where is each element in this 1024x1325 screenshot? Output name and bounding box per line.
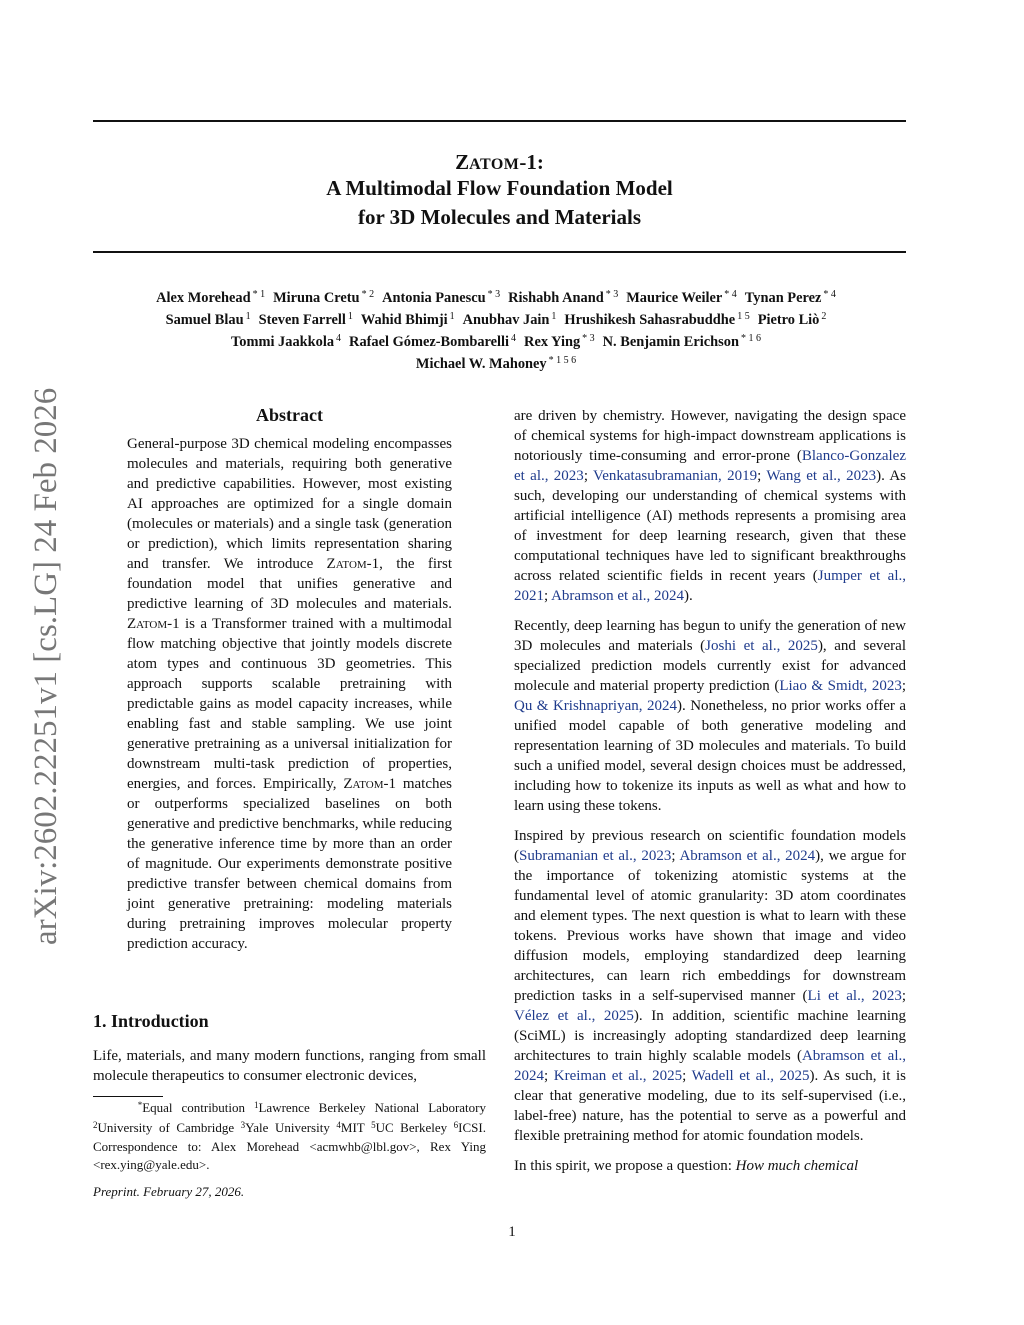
- abstract-heading: Abstract: [256, 405, 323, 425]
- citation-link[interactable]: Jumper et al., 2021: [514, 568, 906, 604]
- author-affiliation: * 3: [487, 289, 501, 300]
- author-affiliation: * 1 6: [740, 333, 761, 344]
- footnote-text: MIT: [340, 1119, 372, 1135]
- citation-link[interactable]: Li et al., 2023: [807, 988, 902, 1004]
- author-affiliation: 1: [449, 311, 455, 322]
- citation-link[interactable]: Abramson et al., 2024: [551, 588, 684, 604]
- right-column: [514, 406, 906, 1186]
- body-text: are driven by chemistry. However, navigating the design space of chemical systems for high-impact downstream applications is notoriously time-consuming and error-prone (: [514, 408, 906, 464]
- author-name: Rafael Gómez-Bombarelli: [349, 334, 510, 350]
- author-affiliation: * 1: [252, 289, 266, 300]
- citation-link[interactable]: Vélez et al., 2025: [514, 1008, 634, 1024]
- author-name: Anubhav Jain: [462, 312, 550, 328]
- abstract-part: matches or outperforms specialized baselines on both generative and predictive benchmarks, while reducing the generative inference time by more than an order of magnitude. Our experiments demonstrate positive predictive transfer between chemical domains from joint generative pretraining: modeling materials during pretraining improves molecular property prediction accuracy.: [127, 776, 452, 952]
- citation-link[interactable]: Subramanian et al., 2023: [519, 848, 672, 864]
- footnote-text: UC Berkeley: [375, 1119, 454, 1135]
- body-paragraph: [514, 1156, 906, 1176]
- model-name: Zatom-1: [326, 556, 380, 572]
- body-paragraph: are driven by chemistry. However, navigating the design space of chemical systems for high-impact downstream applications is notoriously time-consuming and error-prone (Blanco-Gonzalez et al., 2023; Venkatasubramanian, 2019; Wang et al., 2023). As such, developing our understanding of chemical systems with artificial intelligence (AI) methods represents a promising area of investment for deep learning research, given that these computational techniques have led to significant breakthroughs across related scientific fields in recent years (Jumper et al., 2021; Abramson et al., 2024).: [514, 408, 906, 604]
- footnote-text: Equal contribution: [142, 1100, 254, 1115]
- abstract-part: General-purpose 3D chemical modeling encompasses molecules and materials, requiring both generative and predictive capabilities. However, most existing AI approaches are optimized for a single domain (molecules or materials) and a single task (generation or prediction), which limits representation sharing and transfer. We introduce: [127, 436, 452, 572]
- body-text: ). As such, developing our understanding of chemical systems with artificial intelligence (AI) methods represents a promising area of investment for deep learning research, given that these computational techniques have led to significant breakthroughs across related scientific fields in recent years (: [514, 468, 906, 584]
- abstract-part: , the first foundation model that unifies generative and predictive learning of 3D molecules and materials.: [127, 556, 452, 612]
- author-name: Wahid Bhimji: [360, 312, 448, 328]
- body-text: ).: [683, 588, 693, 604]
- author-affiliation: 1: [245, 311, 251, 322]
- footnotes: [93, 1099, 486, 1173]
- footnote-divider: [93, 1096, 163, 1097]
- author-name: Michael W. Mahoney: [415, 356, 547, 372]
- title-model-rest: ATOM: [469, 156, 520, 173]
- author-name: Steven Farrell: [258, 312, 346, 328]
- author-affiliation: 1: [347, 311, 353, 322]
- introduction-text: Life, materials, and many modern functions, ranging from small molecule therapeutics to consumer electronic devices,: [93, 1048, 486, 1084]
- preprint-note: Preprint. February 27, 2026.: [93, 1184, 245, 1199]
- footnote-text: University of Cambridge: [97, 1119, 241, 1135]
- body-text: Inspired by previous research on scientific foundation models (: [514, 828, 906, 864]
- citation-link[interactable]: Blanco-Gonzalez et al., 2023: [514, 448, 906, 484]
- title-rule-bottom: [93, 251, 906, 253]
- author-name: Maurice Weiler: [626, 290, 723, 306]
- author-name: Tynan Perez: [744, 290, 822, 306]
- author-line: [80, 354, 920, 376]
- title-model-suffix: -1:: [519, 150, 544, 174]
- citation-link[interactable]: Liao & Smidt, 2023: [779, 678, 902, 694]
- author-name: Rishabh Anand: [508, 290, 604, 306]
- footnote-mark: *: [137, 1100, 143, 1110]
- citation-link[interactable]: Abramson et al., 2024: [679, 848, 816, 864]
- page-number: 1: [508, 1224, 516, 1240]
- footnote-text: Yale University: [245, 1119, 337, 1135]
- body-text: ). In addition, scientific machine learning (SciML) is increasingly adopting standardized deep learning architectures to train highly scalable models (: [514, 1008, 906, 1064]
- abstract-text: [127, 434, 452, 954]
- author-name: N. Benjamin Erichson: [602, 334, 739, 350]
- author-affiliation: 1: [551, 311, 557, 322]
- author-name: Tommi Jaakkola: [231, 334, 335, 350]
- citation-link[interactable]: Wadell et al., 2025: [691, 1068, 810, 1084]
- body-text: ), we argue for the importance of tokenizing atomistic systems at the fundamental level of atomic granularity: 3D atom coordinates and element types. The next question is what to learn with these tokens. Previous works have shown that image and video diffusion models, employing standardized deep learning architectures, can learn rich embeddings for downstream prediction tasks in a self-supervised manner (: [514, 848, 907, 1004]
- introduction-heading: 1. Introduction: [93, 1011, 209, 1031]
- author-affiliation: * 3: [582, 333, 595, 344]
- footnote-mark: 5: [371, 1119, 376, 1130]
- footnote-mark: 3: [240, 1119, 246, 1130]
- author-line: [80, 288, 920, 310]
- citation-link[interactable]: Venkatasubramanian, 2019: [593, 468, 758, 484]
- footnote-mark: 1: [253, 1100, 259, 1110]
- footnote-text: Lawrence Berkeley National Laboratory: [258, 1100, 486, 1115]
- paper-title-line2: A Multimodal Flow Foundation Model: [326, 176, 673, 200]
- body-text: In this spirit, we propose a question:: [514, 1158, 736, 1174]
- author-affiliation: * 4: [724, 289, 737, 300]
- author-affiliation: * 1 5 6: [548, 355, 577, 366]
- author-name: Miruna Cretu: [273, 290, 360, 306]
- author-name: Rex Ying: [524, 334, 581, 350]
- author-affiliation: * 4: [823, 289, 836, 300]
- author-affiliation: * 2: [361, 289, 375, 300]
- model-name: Zatom-1: [127, 616, 180, 632]
- body-paragraph: Inspired by previous research on scientific foundation models (Subramanian et al., 2023; Abramson et al., 2024), we argue for the importance of tokenizing atomistic systems at the fundamental level of atomic granularity: 3D atom coordinates and element types. The next question is what to learn with these tokens. Previous works have shown that image and video diffusion models, employing standardized deep learning architectures, can learn rich embeddings for downstream prediction tasks in a self-supervised manner (Li et al., 2023; Vélez et al., 2025). In addition, scientific machine learning (SciML) is increasingly adopting standardized deep learning architectures to train highly scalable models (Abramson et al., 2024; Kreiman et al., 2025; Wadell et al., 2025). As such, it is clear that generative modeling, due to its self-supervised (i.e., label-free) nature, has the potential to serve as a powerful and flexible pretraining method for atomic foundation models.: [514, 828, 907, 1144]
- footnote-mark: 6: [453, 1119, 459, 1130]
- footnote-text: ICSI. Correspondence to: Alex Morehead <acmwhb@lbl.gov>, Rex Ying <rex.ying@yale.edu>.: [93, 1119, 486, 1172]
- author-affiliation: 4: [511, 333, 517, 344]
- body-paragraph: Recently, deep learning has begun to unify the generation of new 3D molecules and materials (Joshi et al., 2025), and several specialized prediction models currently exist for advanced molecule and material property prediction (Liao & Smidt, 2023; Qu & Krishnapriyan, 2024). Nonetheless, no prior works offer a unified model capable of both generative modeling and representation learning of 3D molecules and materials. To build such a unified model, several design choices must be addressed, including how to tokenize its inputs as well as what and how to learn using these tokens.: [514, 618, 907, 814]
- body-text: ), and several specialized prediction models currently exist for advanced molecule and material property prediction (: [514, 638, 906, 694]
- citation-link[interactable]: Qu & Krishnapriyan, 2024: [514, 698, 677, 714]
- author-list: [80, 288, 920, 376]
- body-text: Recently, deep learning has begun to unify the generation of new 3D molecules and materials (: [514, 618, 906, 654]
- footnote-mark: 4: [336, 1119, 341, 1130]
- citation-link[interactable]: Abramson et al., 2024: [514, 1048, 906, 1084]
- citation-link[interactable]: Joshi et al., 2025: [705, 638, 818, 654]
- author-line: [80, 332, 920, 354]
- author-name: Pietro Liò: [757, 312, 820, 328]
- author-name: Antonia Panescu: [382, 290, 486, 306]
- author-name: Samuel Blau: [165, 312, 244, 328]
- title-rule-top: [93, 120, 906, 122]
- author-affiliation: 1 5: [737, 311, 750, 322]
- author-name: Hrushikesh Sahasrabuddhe: [564, 312, 736, 328]
- citation-link[interactable]: Wang et al., 2023: [766, 468, 877, 484]
- title-model-initial: Z: [455, 150, 470, 174]
- author-name: Alex Morehead: [156, 290, 251, 306]
- abstract-part: is a Transformer trained with a multimodal flow matching objective that jointly models discrete atom types and continuous 3D geometries. This approach supports scalable pretraining with predictable gains as model capacity increases, while enabling fast and stable sampling. We use joint generative pretraining as a universal initialization for downstream multi-task prediction of properties, energies, and forces. Empirically,: [127, 616, 452, 792]
- emphasized-text: How much chemical: [735, 1158, 859, 1174]
- author-affiliation: 2: [821, 311, 827, 322]
- author-affiliation: 4: [336, 333, 342, 344]
- author-line: [80, 310, 920, 332]
- citation-link[interactable]: Kreiman et al., 2025: [553, 1068, 683, 1084]
- arxiv-identifier: arXiv:2602.22251v1 [cs.LG] 24 Feb 2026: [28, 387, 64, 945]
- model-name: Zatom-1: [343, 776, 397, 792]
- footnote-mark: 2: [93, 1119, 98, 1130]
- author-affiliation: * 3: [605, 289, 619, 300]
- body-text: ). As such, it is clear that generative modeling, due to its self-supervised (i.e., label-free) nature, has the potential to serve as a powerful and flexible pretraining method for atomic foundation models.: [514, 1068, 906, 1144]
- body-text: ). Nonetheless, no prior works offer a unified model capable of both generative modeling and representation learning of 3D molecules and materials. To build such a unified model, several design choices must be addressed, including how to tokenize its inputs as well as what and how to learn using these tokens.: [514, 698, 906, 814]
- paper-title-line3: for 3D Molecules and Materials: [357, 205, 642, 229]
